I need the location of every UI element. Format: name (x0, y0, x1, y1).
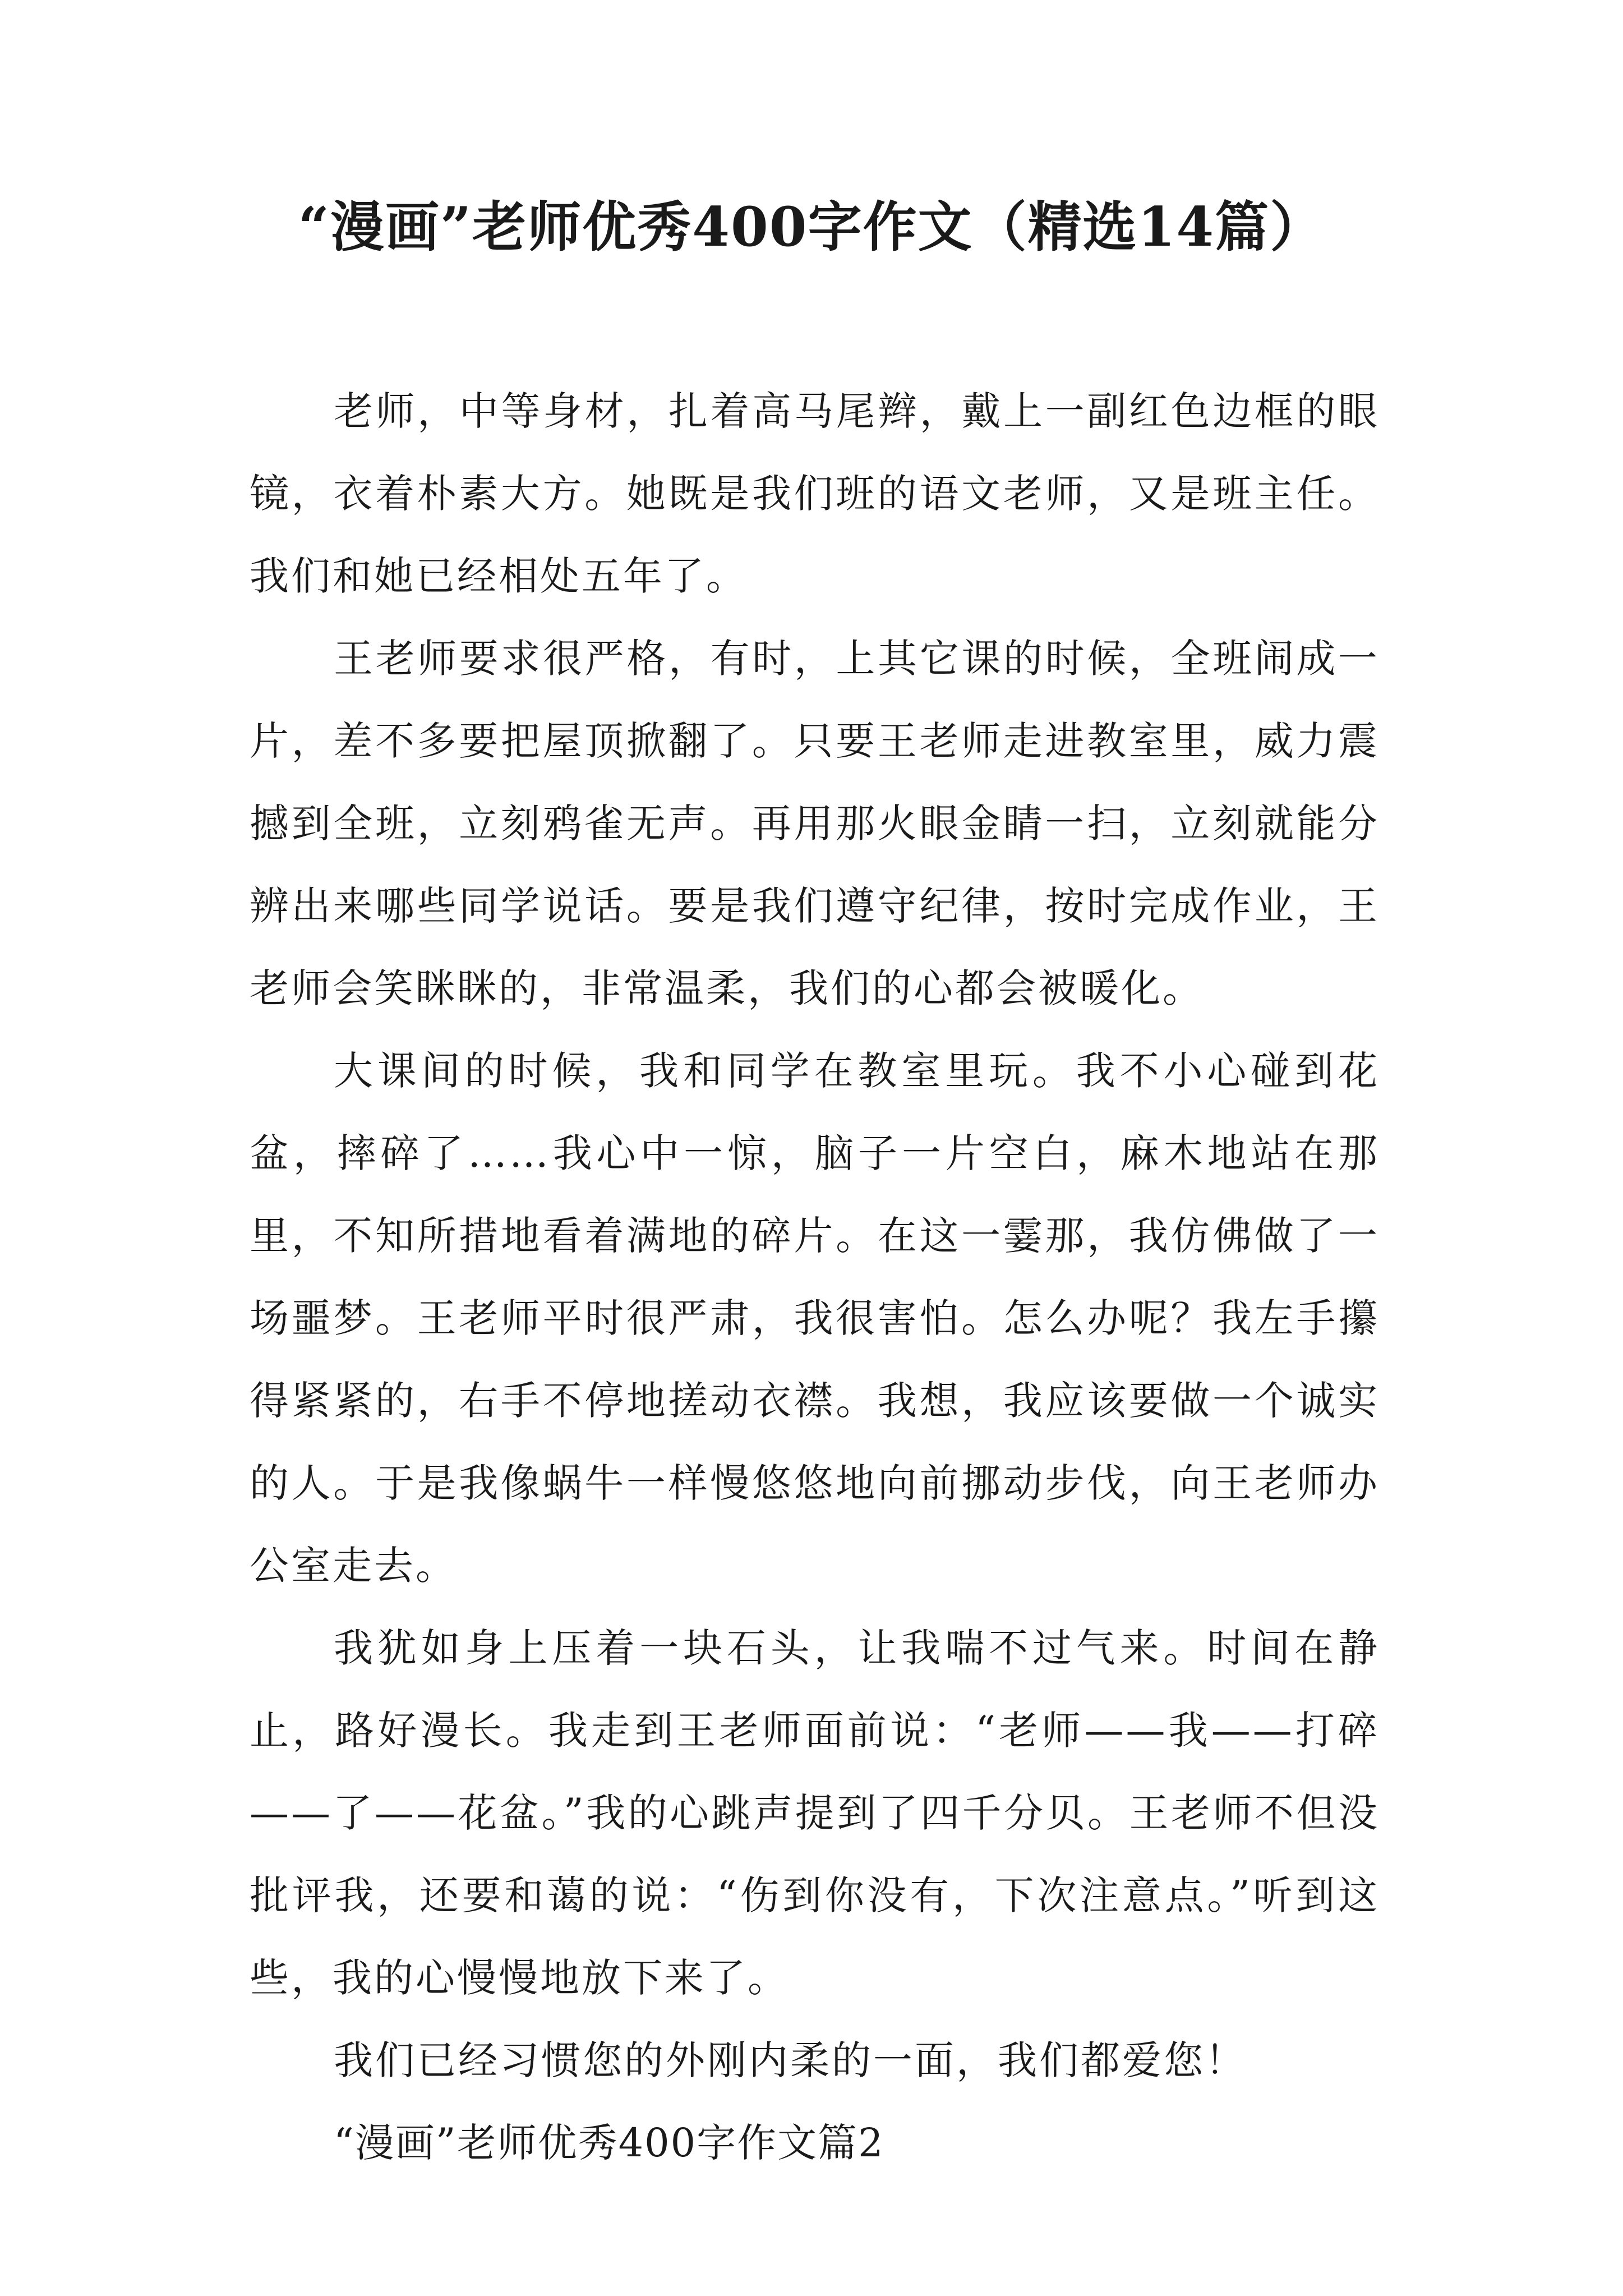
paragraph-5: 我们已经习惯您的外刚内柔的一面，我们都爱您！ (334, 2037, 1247, 2083)
paragraph-3: 大课间的时候，我和同学在教室里玩。我不小心碰到花盆，摔碎了……我心中一惊，脑子一片空白，麻木地站在那里，不知所措地看着满地的碎片。在这一霎那，我仿佛做了一场噩梦。王老师平时很严肃，我很害怕。怎么办呢？我左手攥得紧紧的，右手不停地搓动衣襟。我想，我应该要做一个诚实的人。于是我像蜗牛一样慢悠悠地向前挪动步伐，向王老师办公室走去。 (250, 1048, 1380, 1589)
paragraph-2: 王老师要求很严格，有时，上其它课的时候，全班闹成一片，差不多要把屋顶掀翻了。只要王老师走进教室里，威力震撼到全班，立刻鸦雀无声。再用那火眼金睛一扫，立刻就能分辨出来哪些同学说话。要是我们遵守纪律，按时完成作业，王老师会笑眯眯的，非常温柔，我们的心都会被暖化。 (250, 636, 1380, 1011)
paragraph-1: 老师，中等身材，扎着高马尾辫，戴上一副红色边框的眼镜，衣着朴素大方。她既是我们班的语文老师，又是班主任。我们和她已经相处五年了。 (250, 388, 1380, 599)
article-body (250, 370, 1380, 2184)
paragraph-4: 我犹如身上压着一块石头，让我喘不过气来。时间在静止，路好漫长。我走到王老师面前说：“老师——我——打碎——了——花盆。”我的心跳声提到了四千分贝。王老师不但没批评我，还要和蔼的说：“伤到你没有，下次注意点。”听到这些，我的心慢慢地放下来了。 (250, 1625, 1380, 2001)
document-title: “漫画”老师优秀400字作文（精选14篇） (298, 195, 1325, 259)
section-heading: “漫画”老师优秀400字作文篇2 (334, 2120, 884, 2166)
